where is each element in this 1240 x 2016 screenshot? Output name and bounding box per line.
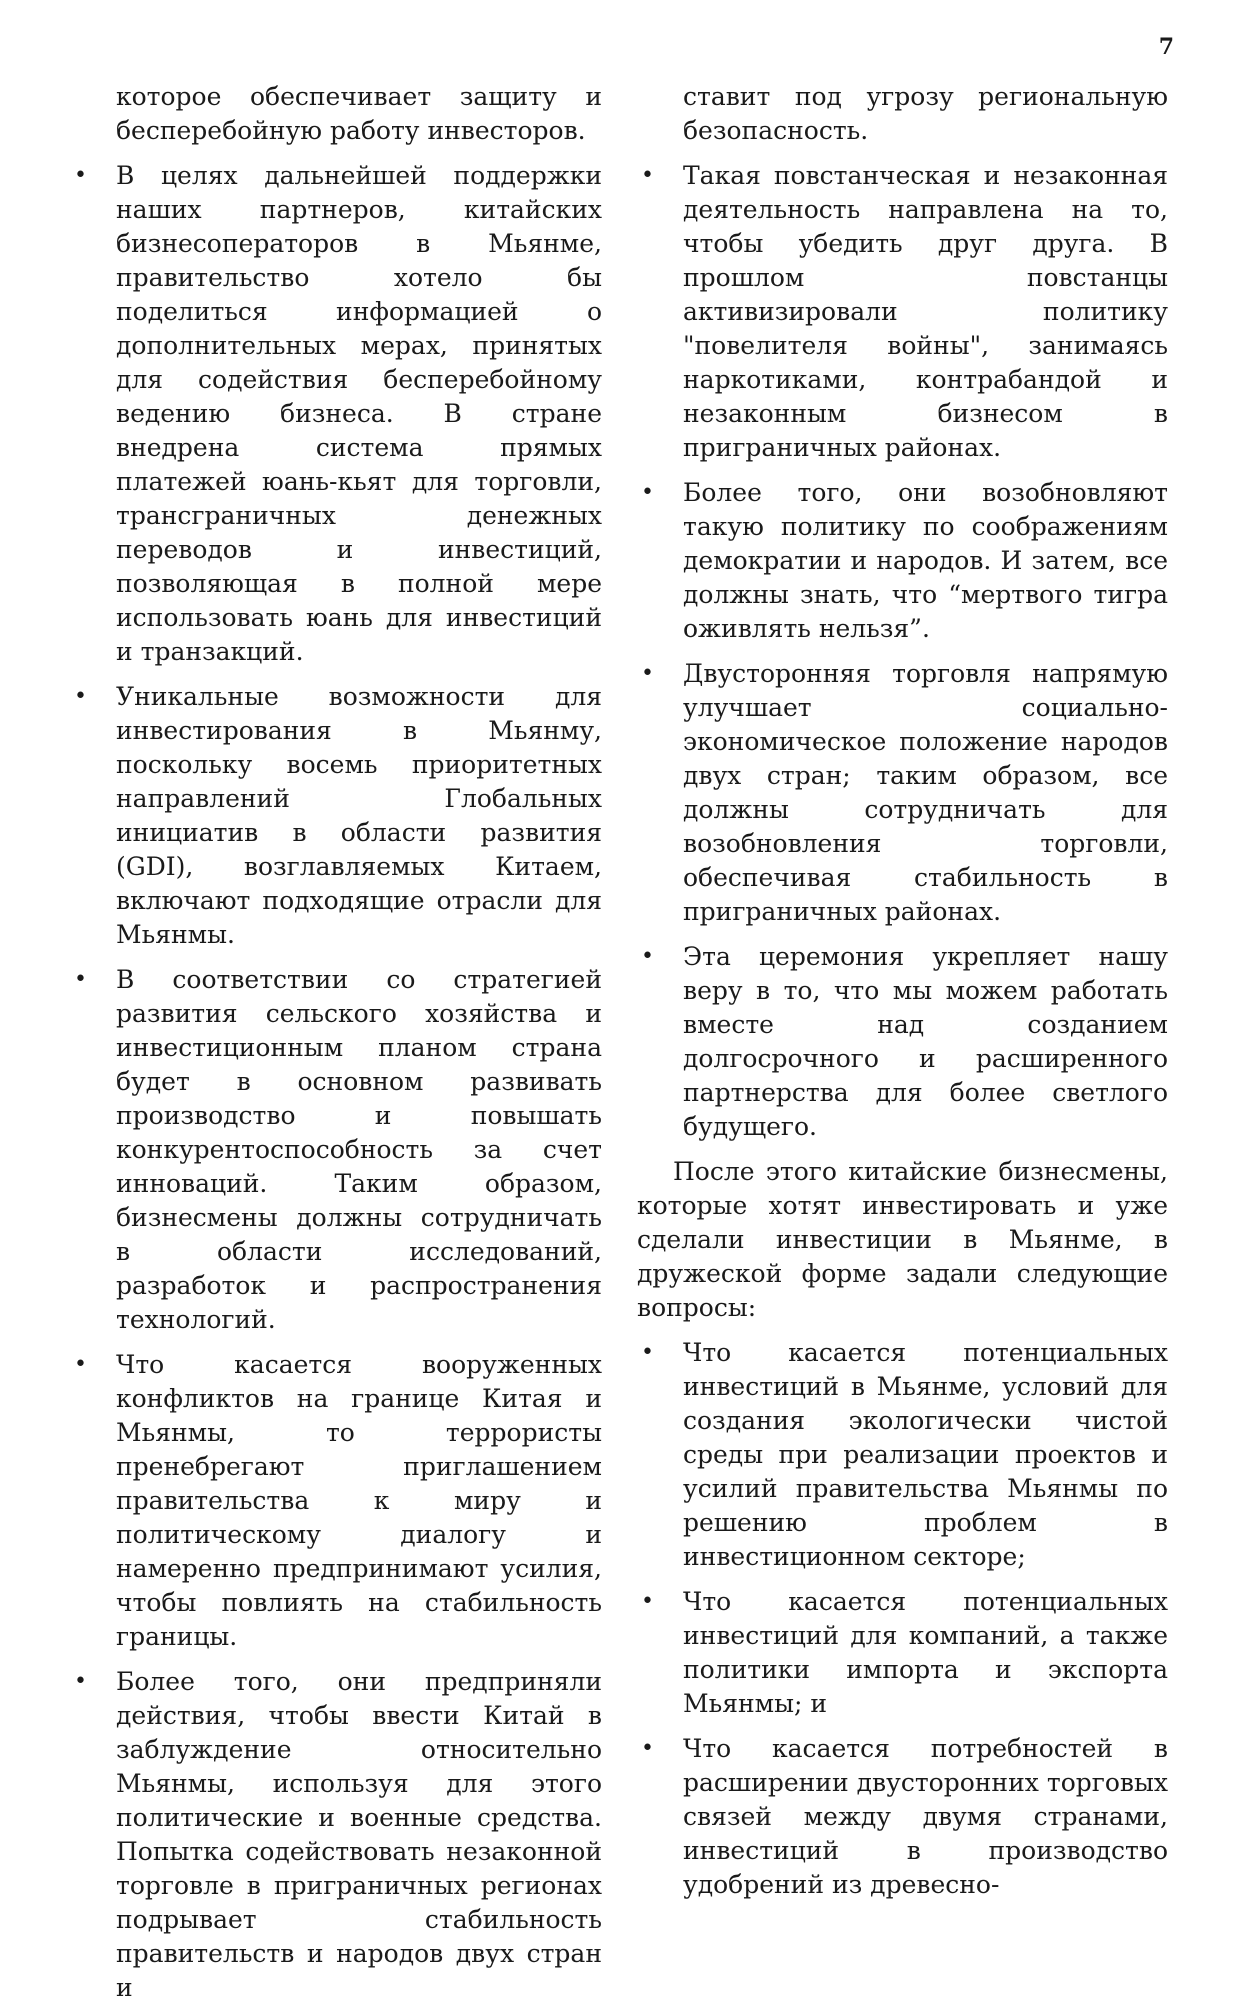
- bullet-icon: •: [74, 967, 87, 992]
- bullet-item: [70, 1348, 602, 1654]
- bullet-item: [70, 159, 602, 669]
- bullet-icon: •: [74, 1352, 87, 1377]
- bullet-icon: •: [641, 1589, 654, 1614]
- body-paragraph: После этого китайские бизнесмены, которые хотят инвестировать и уже сделали инвестиции в Мьянме, в дружеской форме задали следующие вопросы:: [637, 1157, 1168, 1322]
- bullet-text: Более того, они предприняли действия, чтобы ввести Китай в заблуждение относительно Мьянмы, используя для этого политические и военные средства. Попытка содействовать незаконной торговле в приграничных регионах подрывает стабильность правительств и народов двух стран и: [116, 1667, 602, 2002]
- page-number: 7: [1158, 34, 1174, 60]
- bullet-icon: •: [641, 163, 654, 188]
- bullet-item: [637, 657, 1168, 929]
- right-column: [637, 80, 1168, 1913]
- bullet-text: Эта церемония укрепляет нашу веру в то, что мы можем работать вместе над созданием долгосрочного и расширенного партнерства для более светлого будущего.: [683, 942, 1168, 1141]
- bullet-text: Более того, они возобновляют такую политику по соображениям демократии и народов. И затем, все должны знать, что “мертвого тигра оживлять нельзя”.: [683, 478, 1168, 643]
- bullet-item: [70, 680, 602, 952]
- bullet-item: [70, 1665, 602, 2005]
- bullet-item: [637, 1336, 1168, 1574]
- bullet-icon: •: [641, 661, 654, 686]
- bullet-icon: •: [74, 163, 87, 188]
- bullet-text: Уникальные возможности для инвестирования в Мьянму, поскольку восемь приоритетных направлений Глобальных инициатив в области развития (GDI), возглавляемых Китаем, включают подходящие отрасли для Мьянмы.: [116, 682, 602, 949]
- bullet-item: [637, 476, 1168, 646]
- continuation-text: которое обеспечивает защиту и бесперебойную работу инвесторов.: [116, 82, 602, 145]
- bullet-text: Что касается вооруженных конфликтов на границе Китая и Мьянмы, то террористы пренебрегают приглашением правительства к миру и политическому диалогу и намеренно предпринимают усилия, чтобы повлиять на стабильность границы.: [116, 1350, 602, 1651]
- left-column: [70, 80, 602, 2016]
- continuation-text: ставит под угрозу региональную безопасность.: [683, 82, 1168, 145]
- bullet-text: Двусторонняя торговля напрямую улучшает социально-экономическое положение народов двух стран; таким образом, все должны сотрудничать для возобновления торговли, обеспечивая стабильность в приграничных районах.: [683, 659, 1168, 926]
- bullet-icon: •: [641, 1340, 654, 1365]
- bullet-text: Такая повстанческая и незаконная деятельность направлена на то, чтобы убедить друг друга. В прошлом повстанцы активизировали политику "повелителя войны", занимаясь наркотиками, контрабандой и незаконным бизнесом в приграничных районах.: [683, 161, 1168, 462]
- bullet-item: [637, 940, 1168, 1144]
- bullet-item: [70, 963, 602, 1337]
- bullet-text: Что касается потенциальных инвестиций в Мьянме, условий для создания экологически чистой среды при реализации проектов и усилий правительства Мьянмы по решению проблем в инвестиционном секторе;: [683, 1338, 1168, 1571]
- bullet-text: В целях дальнейшей поддержки наших партнеров, китайских бизнесоператоров в Мьянме, правительство хотело бы поделиться информацией о дополнительных мерах, принятых для содействия бесперебойному ведению бизнеса. В стране внедрена система прямых платежей юань-кьят для торговли, трансграничных денежных переводов и инвестиций, позволяющая в полной мере использовать юань для инвестиций и транзакций.: [116, 161, 602, 666]
- bullet-icon: •: [641, 944, 654, 969]
- bullet-item: [637, 159, 1168, 465]
- bullet-icon: •: [74, 1669, 87, 1694]
- bullet-icon: •: [74, 684, 87, 709]
- bullet-item: [637, 1585, 1168, 1721]
- bullet-text: Что касается потребностей в расширении двусторонних торговых связей между двумя странами, инвестиций в производство удобрений из древесно-: [683, 1734, 1168, 1899]
- bullet-text: В соответствии со стратегией развития сельского хозяйства и инвестиционным планом страна будет в основном развивать производство и повышать конкурентоспособность за счет инноваций. Таким образом, бизнесмены должны сотрудничать в области исследований, разработок и распространения технологий.: [116, 965, 602, 1334]
- bullet-icon: •: [641, 480, 654, 505]
- bullet-icon: •: [641, 1736, 654, 1761]
- bullet-item: [637, 1732, 1168, 1902]
- bullet-text: Что касается потенциальных инвестиций для компаний, а также политики импорта и экспорта Мьянмы; и: [683, 1587, 1168, 1718]
